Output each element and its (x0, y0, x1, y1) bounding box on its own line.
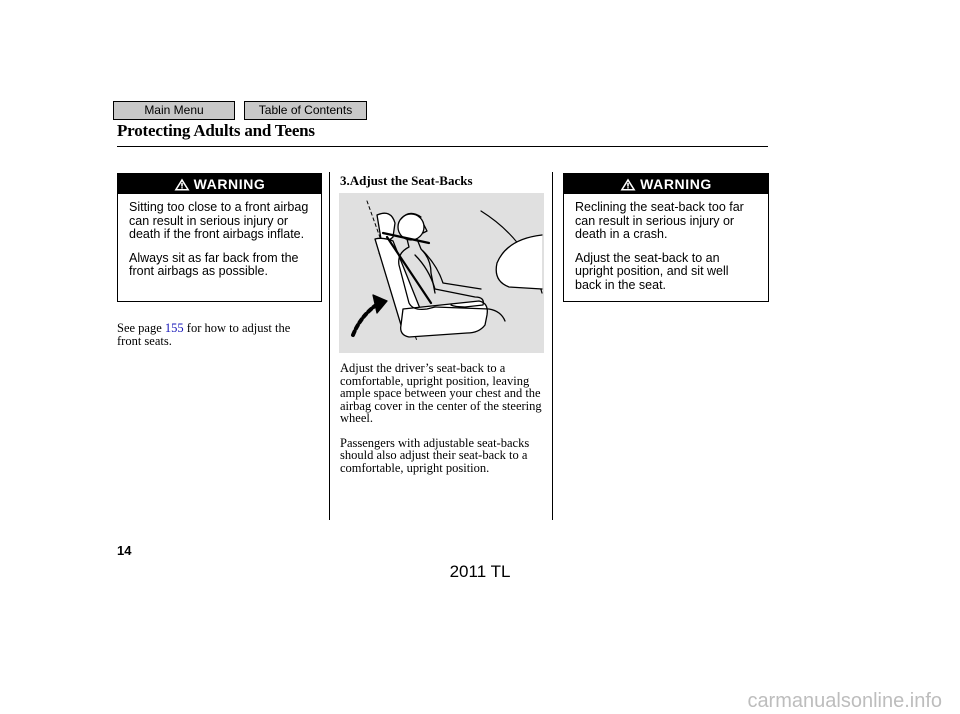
step-paragraph: Passengers with adjustable seat-backs should also adjust their seat-back to a comfortable, upright position. (340, 435, 530, 475)
warning-left-paragraph: Always sit as far back from the front airbags as possible. (129, 250, 299, 278)
see-page-suffix: for how to adjust the front seats. (117, 321, 291, 348)
seat-adjust-illustration (339, 193, 544, 353)
warning-title-right: WARNING (640, 176, 712, 192)
main-menu-button[interactable]: Main Menu (113, 101, 235, 120)
see-page-prefix: See page (117, 321, 165, 335)
warning-title-left: WARNING (193, 176, 266, 192)
table-of-contents-button[interactable]: Table of Contents (244, 101, 367, 120)
see-page-text (117, 322, 317, 347)
warning-header-left (118, 174, 321, 194)
column-divider-right (552, 172, 553, 520)
page-number: 14 (117, 543, 132, 558)
title-divider (117, 146, 768, 147)
warning-left-paragraph: Sitting too close to a front airbag can result in serious injury or death if the front airbags inflate. (129, 200, 309, 241)
step-paragraph: Adjust the driver’s seat-back to a comfortable, upright position, leaving ample space between your chest and the airbag cover in the center of the steering wheel. (340, 361, 542, 425)
watermark: carmanualsonline.info (747, 690, 942, 712)
warning-triangle-icon (174, 178, 190, 191)
step-heading: 3.Adjust the Seat-Backs (340, 173, 473, 188)
warning-header-right (564, 174, 768, 194)
warning-triangle-icon (620, 178, 636, 191)
page-link-155[interactable]: 155 (164, 321, 184, 335)
warning-box-right (563, 173, 769, 302)
column-divider-left (329, 172, 330, 520)
warning-right-paragraph: Reclining the seat-back too far can result in serious injury or death in a crash. (575, 200, 744, 241)
footer-model: 2011 TL (449, 562, 511, 581)
warning-right-paragraph: Adjust the seat-back to an upright position, and sit well back in the seat. (575, 250, 729, 292)
warning-box-left (117, 173, 322, 302)
section-title: Protecting Adults and Teens (117, 121, 315, 140)
step-body (340, 362, 550, 486)
